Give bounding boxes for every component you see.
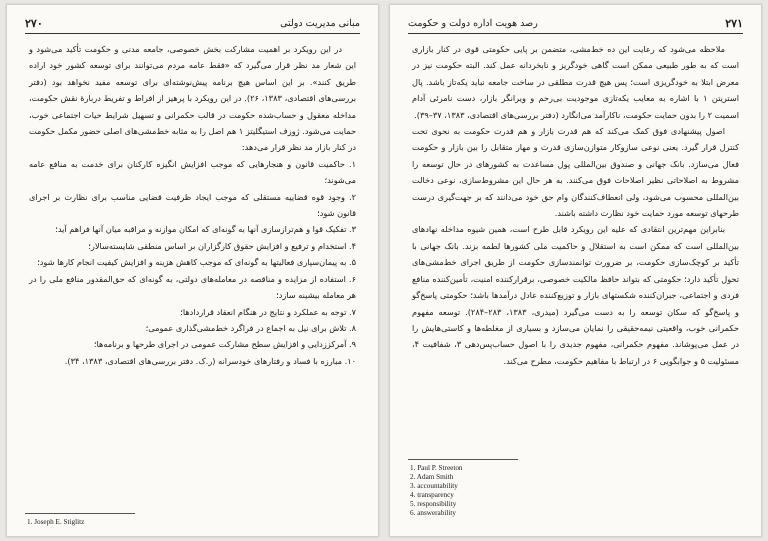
left-page [6,4,379,537]
list-item: ۵. به پیمان‌سپاری فعالیتها به گونه‌ای که موجب کاهش هزینه و افزایش کیفیت انجام کارها شود؛ [37,257,356,268]
right-page-body [412,41,739,369]
footnotes [410,464,463,518]
paragraph: اصول پیشنهادی فوق کمک می‌کند که هم قدرت بازار و هم قدرت حکومت به نحوی تحت کنترل قرار گیرد. یعنی نوعی سازوکار متوازن‌سازی قدرت و مهار متقابل را بین بازار و حکومت فعال می‌سازد. بانک جهانی و صندوق بین‌المللی پول مساعدت به کشورهای در حال توسعه را مشروط به اصلاحاتی نظیر اصلاحات فوق می‌کنند. به هر حال این مشروط‌سازی، نوعی دخالت بین‌المللی محسوب می‌شود، ولی انعطاف‌کنندگان وام حق خود می‌دانند که بر جهت‌گیری درست طرحهای توسعه مورد حمایت خود نظارت داشته باشند. [412,126,739,219]
footnote: 2. Adam Smith [410,473,454,481]
list-item: ۷. توجه به عملکرد و نتایج در هنگام انعقاد قراردادها؛ [180,306,356,317]
footnote-rule [25,513,135,514]
right-page-header [408,15,743,31]
list-item: ۸. تلاش برای نیل به اجماع در فراگرد خط‌مشی‌گذاری عمومی؛ [145,322,356,333]
right-page [389,4,762,537]
list-item: ۶. استفاده از مزایده و مناقصه در معامله‌های دولتی، به گونه‌ای که حق‌المقدور منافع ملی را در هر معامله بیشینه سازد؛ [29,273,356,301]
page-number: ۲۷۱ [725,16,743,30]
list-item: ۳. تفکیک قوا و هم‌ترازسازی آنها به گونه‌ای که امکان موازنه و مراقبه میان آنها فراهم آید؛ [55,224,356,235]
list-item: ۱۰. مبارزه با فساد و رفتارهای خودسرانه (ر.ک. دفتر بررسی‌های اقتصادی، ۱۳۸۳، ۳۴). [64,355,356,366]
header-rule [408,33,743,34]
footnote: 1. Paul P. Streeton [410,464,463,472]
list-item: ۱. حاکمیت قانون و هنجارهایی که موجب افزایش انگیزه کارکنان برای خدمت به منافع عامه می‌شوند؛ [29,158,356,186]
footnote: 3. accountability [410,482,458,490]
footnote: 1. Joseph E. Stiglitz [27,518,85,526]
paragraph: در این رویکرد بر اهمیت مشارکت بخش خصوصی، جامعه مدنی و حکومت تأکید می‌شود و این شعار مد نظر قرار می‌گیرد که «فقط عامه مردم می‌توانند برای توسعه کشور خود اراده طریق کنند». بر این اساس هیچ برنامه پیش‌نوشته‌ای برای توسعه مفید نخواهد بود (دفتر بررسی‌های اقتصادی، ۱۳۸۳، ۲۶). در این رویکرد با پرهیز از افراط و تفریط دربارهٔ نقش حکومت، مداخله معقول و حساب‌شده حکومت در قالب حکمرانی و تسهیل شرایط حیات اجتماعی خوب، حمایت می‌شود. ژوزف استیگلیتز ۱ هم اصل را به مثابه خط‌مشی‌های اصلی حضور مکمل حکومت در کنار بازار مد نظر قرار می‌دهد: [29,44,356,153]
list-item: ۲. وجود قوه قضاییه مستقلی که موجب ایجاد ظرفیت قضایی مناسب برای نظارت بر اجرای قانون شود؛ [29,191,356,219]
list-item: ۹. آمرکززدایی و افزایش سطح مشارکت عمومی در اجرای طرحها و برنامه‌ها؛ [93,339,356,350]
paragraph: ملاحظه می‌شود که رعایت این ده خط‌مشی، متضمن بر پایی حکومتی قوی در کنار بازاری است که به طور طبیعی ممکن است گاهی خودگریز و نابخردانه عمل کند. البته حکومت نیز در معرض ابتلا به خودگریزی است؛ پس هیچ قدرت مطلقی در ساخت جامعه نباید یکه‌تاز باشد. پال استریتن ۱ با اشاره به معایب یکه‌تازی موجودیت بی‌رحم و ویرانگر بازار، دست نامرئی آدام اسمیت ۲ را بدون حمایت حکومت، ناکارآمد می‌انگارد (دفتر بررسی‌های اقتصادی، ۱۳۸۳، ۳۷–۳۹). [412,44,739,120]
footnotes [27,518,84,527]
footnote: 4. transparency [410,491,454,499]
running-title: رصد هویت اداره دولت و حکومت [408,17,538,29]
header-rule [25,33,360,34]
page-number: ۲۷۰ [25,16,43,30]
footnote-rule [408,459,518,460]
left-page-body [29,41,356,369]
paragraph: بنابراین مهم‌ترین انتقادی که علیه این رویکرد قابل طرح است، همین شیوه مداخله نهادهای بین‌المللی است که ممکن است به استقلال و حاکمیت ملی کشورها لطمه بزند. بانک جهانی با تأکید بر کوچک‌سازی حکومت، بر ضرورت توانمندسازی حکومت از طریق اجرای خط‌مشی‌های تحول تأکید دارد؛ حکومتی که بتواند حافظ مالکیت خصوصی، برقرارکننده امنیت، تأمین‌کننده منافع فردی و اجتماعی، جبران‌کننده شکستهای بازار و توزیع‌کننده عادل درآمدها باشد؛ حکومتی پاسخ‌گو و پاسخ‌گو که سکان توسعه را به دست می‌گیرد (میدری، ۱۳۸۳، ۲۸۳–۲۸۴). توسعه مفهوم حکمرانی خوب، واقعیتی نیمه‌حقیقی را نمایان می‌سازد و بسیاری از مغلطه‌ها و کاستی‌هایش را در عمل می‌پوشاند. مفهوم حکمرانی، مفهوم جدیدی را با اصول حساب‌پس‌دهی ۳، شفافیت ۴، مسئولیت ۵ و جوابگویی ۶ در ارتباط با مفاهیم حکومت، مطرح می‌کند. [412,224,740,366]
footnote: 6. answerability [410,509,456,517]
list-item: ۴. استخدام و ترفیع و افزایش حقوق کارگزاران بر اساس منطقی شایسته‌سالار؛ [88,240,356,251]
running-title: مبانی مدیریت دولتی [280,17,360,29]
left-page-header [25,15,360,31]
footnote: 5. responsibility [410,500,457,508]
